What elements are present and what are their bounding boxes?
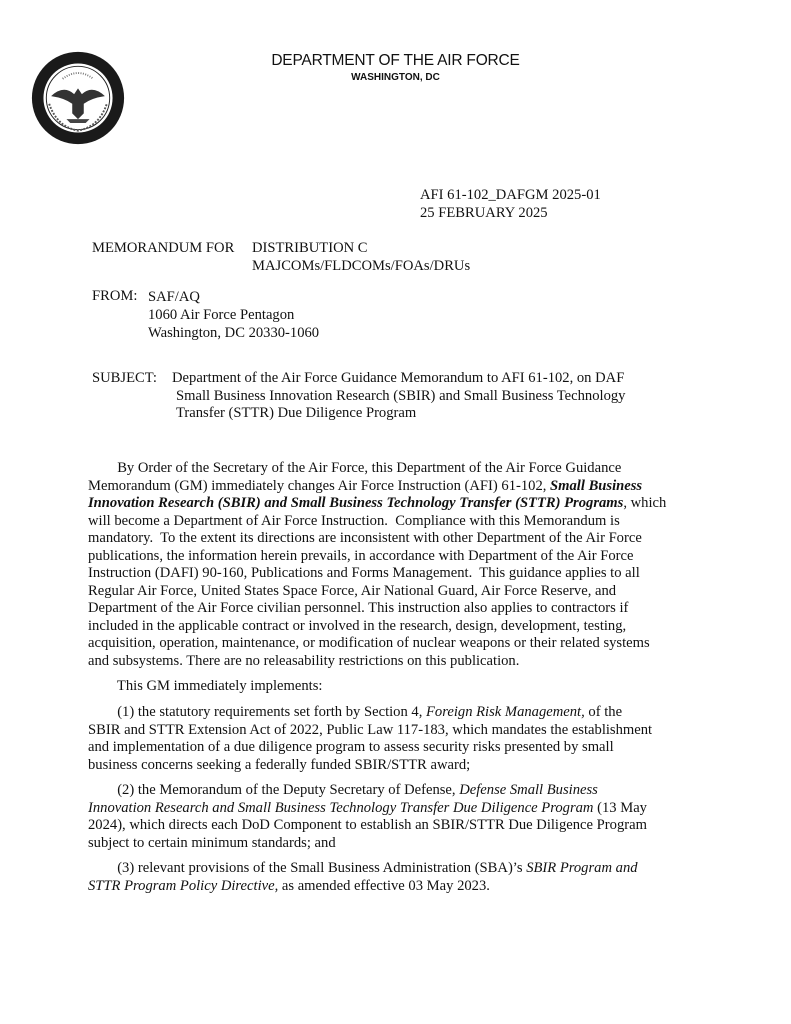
body-line — [88, 530, 666, 548]
body-text: subject to certain minimum standards; and — [88, 834, 336, 851]
body-text: Memorandum (GM) immediately changes Air Force Instruction (AFI) 61-102, — [88, 477, 551, 494]
body-line — [88, 478, 666, 496]
body-text: Regular Air Force, United States Space Force, Air National Guard, Air Force Reserve, and — [88, 582, 617, 599]
emphasized-title-text: Small Business — [550, 477, 643, 494]
emphasized-title-text: Innovation Research and Small Business Technology Transfer Due Diligence Program — [88, 799, 594, 816]
distribution-line: DISTRIBUTION C — [252, 240, 368, 256]
body-line — [88, 782, 647, 800]
body-text: This GM immediately implements: — [88, 678, 323, 694]
body-line — [88, 757, 652, 775]
body-line — [88, 583, 666, 601]
body-line — [88, 565, 666, 583]
reference-block — [420, 187, 601, 222]
organization-location: WASHINGTON, DC — [351, 72, 440, 83]
organization-name: DEPARTMENT OF THE AIR FORCE — [271, 52, 520, 69]
body-line — [88, 722, 652, 740]
subject-line: Department of the Air Force Guidance Memorandum to AFI 61-102, on DAF — [172, 370, 625, 386]
body-text: (2) the Memorandum of the Deputy Secretary of Defense, — [88, 782, 460, 798]
body-text: acquisition, operation, maintenance, or modification of nuclear weapons or their related systems — [88, 635, 650, 651]
body-line — [88, 460, 666, 478]
body-line — [88, 800, 647, 818]
body-line — [88, 704, 652, 722]
subject-block — [172, 370, 625, 423]
body-text: as amended effective 03 May 2023. — [278, 877, 490, 894]
distribution-line: MAJCOMs/FLDCOMs/FOAs/DRUs — [252, 257, 471, 274]
body-line — [88, 618, 666, 636]
subject-label: SUBJECT: — [92, 370, 157, 386]
body-text: of the — [584, 704, 623, 720]
body-text: (1) the statutory requirements set forth by Section 4, — [88, 704, 427, 720]
emphasized-title-text: Foreign Risk Management, — [426, 704, 585, 720]
body-text: publications, the information herein prevails, in accordance with Department of the Air Force — [88, 547, 634, 564]
from-line: Washington, DC 20330-1060 — [148, 325, 320, 341]
distribution-block — [252, 240, 470, 275]
document-date: 25 FEBRUARY 2025 — [420, 204, 548, 221]
document-number: AFI 61-102_DAFGM 2025-01 — [420, 187, 601, 203]
body-line — [88, 739, 652, 757]
body-text: Department of the Air Force civilian personnel. This instruction also applies to contractors if — [88, 600, 629, 616]
body-text: mandatory. To the extent its directions are inconsistent with other Department of the Air Force — [88, 530, 642, 546]
emphasized-title-text: Innovation Research (SBIR) and Small Business Technology Transfer (STTR) Programs — [88, 495, 624, 511]
body-line — [88, 513, 666, 531]
body-text: included in the applicable contract or involved in the research, design, development, testing, — [88, 617, 627, 634]
body-line — [88, 817, 647, 835]
body-paragraph-item-2 — [88, 782, 647, 852]
body-line — [88, 878, 638, 896]
emphasized-title-text: STTR Program Policy Directive, — [88, 877, 279, 894]
body-line — [88, 860, 638, 878]
body-text: By Order of the Secretary of the Air Force, this Department of the Air Force Guidance — [88, 460, 622, 476]
body-line — [88, 653, 666, 671]
body-line — [88, 600, 666, 618]
body-text: , which — [623, 495, 667, 511]
body-paragraph-authority — [88, 460, 666, 670]
body-line — [88, 548, 666, 566]
body-text: Instruction (DAFI) 90-160, Publications and Forms Management. This guidance applies to all — [88, 565, 640, 581]
body-text: business concerns seeking a federally funded SBIR/STTR award; — [88, 756, 471, 773]
body-line — [88, 835, 647, 853]
from-label: FROM: — [92, 288, 138, 304]
from-line: 1060 Air Force Pentagon — [148, 307, 295, 323]
subject-line: Small Business Innovation Research (SBIR) and Small Business Technology — [176, 387, 626, 404]
emphasized-title-text: Defense Small Business — [459, 782, 598, 798]
body-text: (3) relevant provisions of the Small Business Administration (SBA)’s — [88, 860, 527, 876]
body-text: 2024), which directs each DoD Component to establish an SBIR/STTR Due Diligence Program — [88, 817, 647, 833]
from-line: SAF/AQ — [148, 289, 200, 305]
body-text: SBIR and STTR Extension Act of 2022, Public Law 117-183, which mandates the establishment — [88, 721, 653, 738]
body-text: and subsystems. There are no releasability restrictions on this publication. — [88, 652, 520, 669]
memorandum-for-label: MEMORANDUM FOR — [92, 240, 235, 256]
body-paragraph-item-3 — [88, 860, 638, 895]
body-line — [88, 678, 322, 696]
body-paragraph-item-1 — [88, 704, 652, 774]
emphasized-title-text: SBIR Program and — [526, 860, 638, 876]
body-line — [88, 635, 666, 653]
body-text: (13 May — [593, 799, 647, 816]
body-text: will become a Department of Air Force Instruction. Compliance with this Memorandum is — [88, 512, 620, 529]
body-paragraph-implements — [88, 678, 322, 696]
subject-line: Transfer (STTR) Due Diligence Program — [176, 405, 417, 421]
body-line — [88, 495, 666, 513]
body-text: and implementation of a due diligence program to assess security risks presented by small — [88, 739, 614, 755]
from-block — [148, 288, 319, 342]
